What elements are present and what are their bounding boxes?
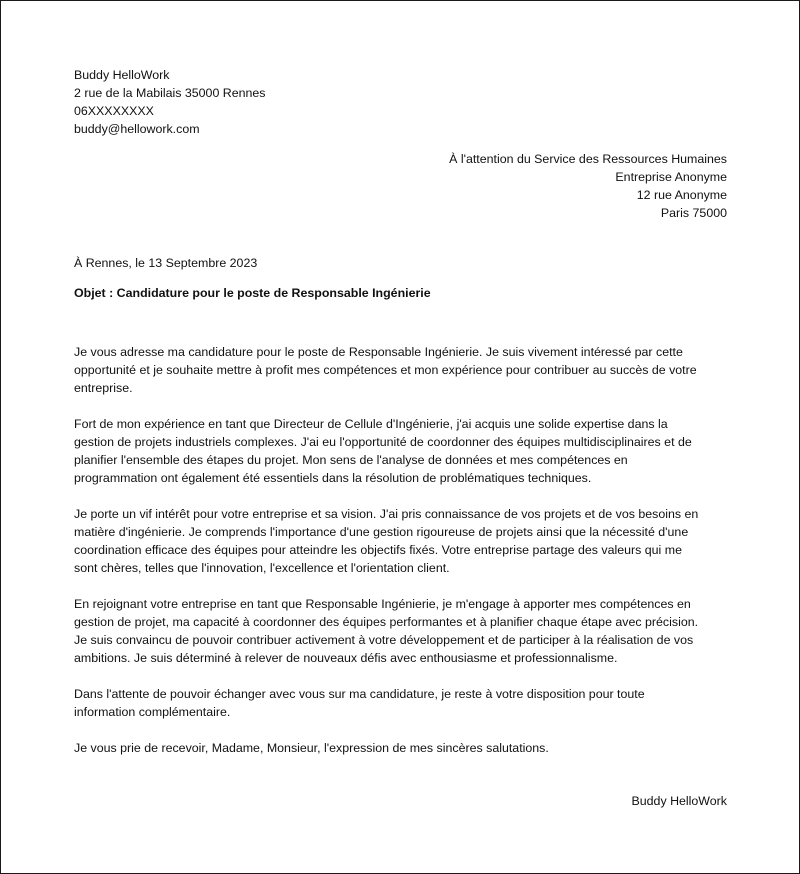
paragraph-line: Fort de mon expérience en tant que Directeur de Cellule d'Ingénierie, j'ai acquis une solide expertise dans la <box>74 417 668 431</box>
date-line: À Rennes, le 13 Septembre 2023 <box>74 256 258 270</box>
paragraph-line: Je porte un vif intérêt pour votre entreprise et sa vision. J'ai pris connaissance de vos projets et de vos besoins en <box>74 507 699 521</box>
paragraph <box>74 343 734 397</box>
paragraph-line: Je vous adresse ma candidature pour le poste de Responsable Ingénierie. Je suis vivement intéressé par cette <box>74 345 683 359</box>
paragraph-line: programmation ont également été essentiels dans la résolution de problématiques techniques. <box>74 471 592 485</box>
letter-body <box>74 343 734 775</box>
paragraph-line: ambitions. Je suis déterminé à relever de nouveaux défis avec enthousiasme et professionnalisme. <box>74 651 618 665</box>
paragraph <box>74 505 734 577</box>
paragraph <box>74 739 734 757</box>
recipient-street: 12 rue Anonyme <box>636 188 727 202</box>
paragraph-line: Je vous prie de recevoir, Madame, Monsieur, l'expression de mes sincères salutations. <box>74 741 549 755</box>
paragraph-line: opportunité et je souhaite mettre à profit mes compétences et mon expérience pour contribuer au succès de votre <box>74 363 697 377</box>
sender-name: Buddy HelloWork <box>74 68 170 82</box>
sender-address: 2 rue de la Mabilais 35000 Rennes <box>74 86 266 100</box>
recipient-city: Paris 75000 <box>660 206 727 220</box>
paragraph-line: matière d'ingénierie. Je comprends l'importance d'une gestion rigoureuse de projets ainsi que la nécessité d'une <box>74 525 689 539</box>
paragraph <box>74 685 734 721</box>
signature: Buddy HelloWork <box>631 794 727 808</box>
sender-block <box>74 66 266 138</box>
paragraph-line: Dans l'attente de pouvoir échanger avec vous sur ma candidature, je reste à votre disposition pour toute <box>74 687 645 701</box>
paragraph-line: gestion de projets industriels complexes. J'ai eu l'opportunité de coordonner des équipes multidisciplinaires et de <box>74 435 692 449</box>
sender-email: buddy@hellowork.com <box>74 122 200 136</box>
paragraph-line: coordination efficace des équipes pour atteindre les objectifs fixés. Votre entreprise partage des valeurs qui me <box>74 543 682 557</box>
recipient-block <box>449 150 727 222</box>
sender-phone: 06XXXXXXXX <box>74 104 154 118</box>
paragraph-line: planifier l'ensemble des étapes du projet. Mon sens de l'analyse de données et mes compétences en <box>74 453 628 467</box>
paragraph <box>74 595 734 667</box>
paragraph-line: sont chères, telles que l'innovation, l'excellence et l'orientation client. <box>74 561 450 575</box>
paragraph-line: Je suis convaincu de pouvoir contribuer activement à votre développement et de participer à la réalisation de vos <box>74 633 694 647</box>
paragraph-line: entreprise. <box>74 381 133 395</box>
paragraph <box>74 415 734 487</box>
subject-line: Objet : Candidature pour le poste de Responsable Ingénierie <box>74 286 431 300</box>
paragraph-line: En rejoignant votre entreprise en tant que Responsable Ingénierie, je m'engage à apporter mes compétences en <box>74 597 691 611</box>
recipient-company: Entreprise Anonyme <box>615 170 727 184</box>
paragraph-line: gestion de projet, ma capacité à coordonner des équipes performantes et à planifier chaque étape avec précision. <box>74 615 699 629</box>
recipient-attention: À l'attention du Service des Ressources Humaines <box>449 152 727 166</box>
paragraph-line: information complémentaire. <box>74 705 231 719</box>
